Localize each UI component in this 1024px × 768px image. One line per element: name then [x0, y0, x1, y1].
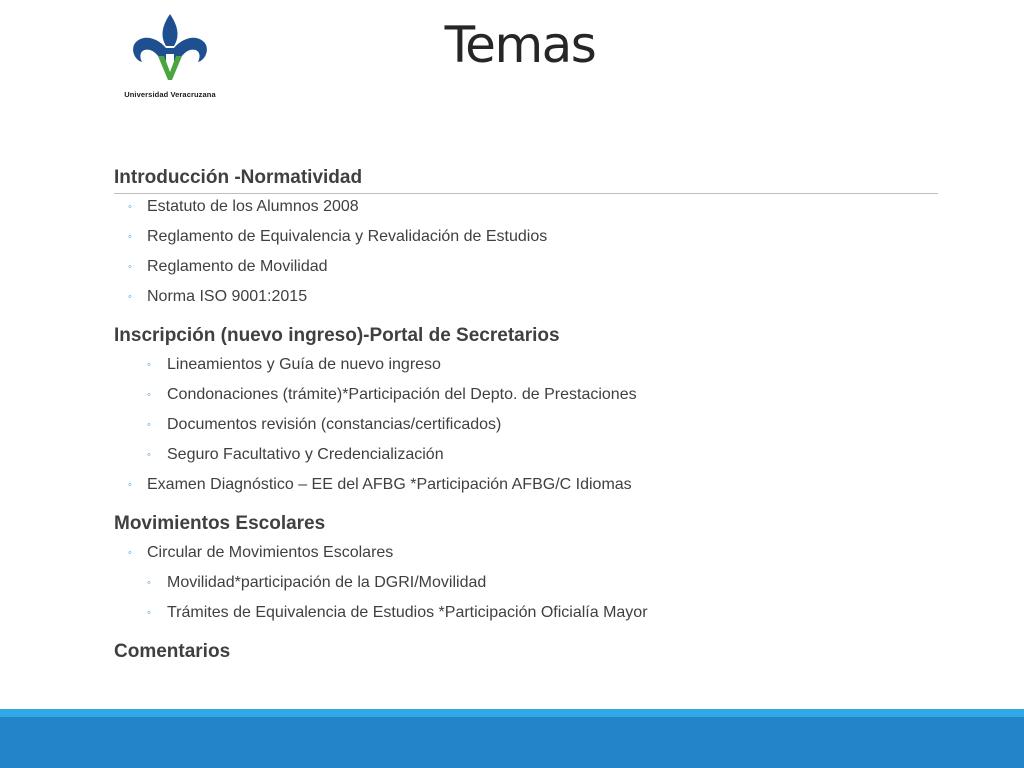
list-item	[114, 192, 994, 222]
list-item-text: Norma ISO 9001:2015	[147, 288, 308, 305]
list-item-text: Examen Diagnóstico – EE del AFBG *Participación AFBG/C Idiomas	[147, 476, 632, 493]
sub-list-item	[114, 410, 994, 440]
bullet-icon: ◦	[128, 231, 132, 243]
list-item	[114, 470, 994, 500]
page-title: Temas	[444, 16, 596, 74]
section-heading: Comentarios	[114, 641, 231, 662]
sub-list-item	[114, 440, 994, 470]
sub-list-item	[114, 380, 994, 410]
sub-list-item	[114, 568, 994, 598]
list-item	[114, 538, 994, 568]
list-item-text: Reglamento de Movilidad	[147, 258, 328, 275]
list-item-text: Estatuto de los Alumnos 2008	[147, 198, 359, 215]
bullet-icon: ◦	[147, 607, 151, 619]
bullet-icon: ◦	[147, 389, 151, 401]
section-gap	[114, 500, 994, 510]
section-heading: Introducción -Normatividad	[114, 167, 363, 188]
list-item	[114, 282, 994, 312]
bullet-icon: ◦	[128, 479, 132, 491]
footer-band-dark	[0, 717, 1024, 768]
list-item-text: Movilidad*participación de la DGRI/Movilidad	[167, 574, 487, 591]
section-gap	[114, 628, 994, 638]
bullet-icon: ◦	[147, 449, 151, 461]
list-item	[114, 222, 994, 252]
list-item-text: Trámites de Equivalencia de Estudios *Participación Oficialía Mayor	[167, 604, 648, 621]
list-item-text: Condonaciones (trámite)*Participación del Depto. de Prestaciones	[167, 386, 637, 403]
bullet-icon: ◦	[147, 577, 151, 589]
section-gap	[114, 312, 994, 322]
section-heading: Movimientos Escolares	[114, 513, 326, 534]
bullet-icon: ◦	[147, 419, 151, 431]
list-item-text: Documentos revisión (constancias/certificados)	[167, 416, 502, 433]
logo-caption: Universidad Veracruzana	[124, 90, 216, 99]
list-item-text: Seguro Facultativo y Credencialización	[167, 446, 444, 463]
bullet-icon: ◦	[128, 547, 132, 559]
bullet-icon: ◦	[128, 261, 132, 273]
list-item-text: Lineamientos y Guía de nuevo ingreso	[167, 356, 441, 373]
sub-list-item	[114, 350, 994, 380]
bullet-icon: ◦	[128, 291, 132, 303]
footer-band-light	[0, 709, 1024, 717]
list-item-text: Reglamento de Equivalencia y Revalidación de Estudios	[147, 228, 548, 245]
list-item	[114, 252, 994, 282]
list-item-text: Circular de Movimientos Escolares	[147, 544, 394, 561]
sub-list-item	[114, 598, 994, 628]
section-heading: Inscripción (nuevo ingreso)-Portal de Secretarios	[114, 325, 560, 346]
bullet-icon: ◦	[147, 359, 151, 371]
topic-list	[114, 164, 994, 666]
bullet-icon: ◦	[128, 201, 132, 213]
